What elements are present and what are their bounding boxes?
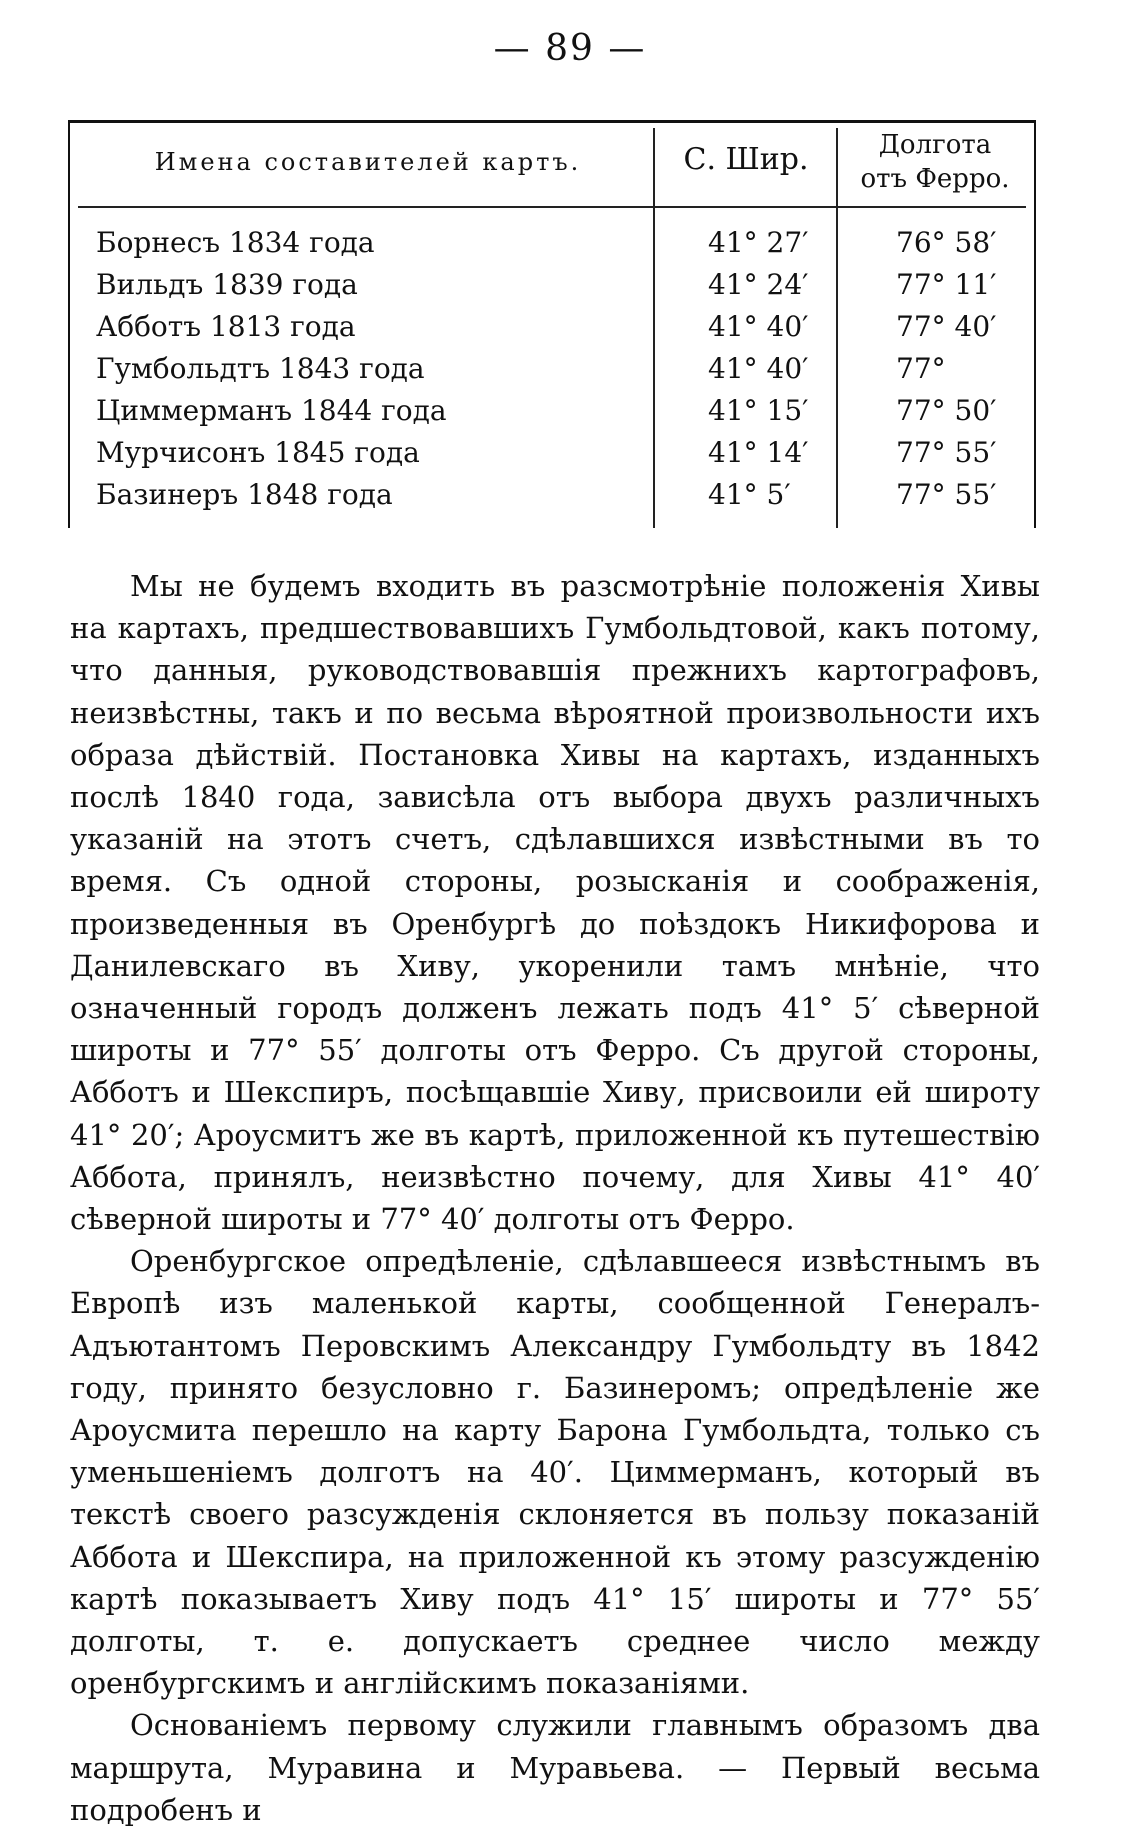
row-longitude: 77° 50′: [896, 394, 997, 427]
row-name: Гумбольдтъ 1843 года: [96, 352, 425, 385]
row-name: Базинеръ 1848 года: [96, 478, 393, 511]
row-name: Мурчисонъ 1845 года: [96, 436, 420, 469]
row-latitude: 41° 15′: [708, 394, 809, 427]
table-row: [68, 304, 1036, 346]
page-number: — 89 —: [493, 28, 647, 69]
header-longitude-line2: отъ Ферро.: [860, 164, 1010, 194]
row-latitude: 41° 40′: [708, 352, 809, 385]
row-longitude: 77°: [896, 352, 946, 385]
row-longitude: 77° 40′: [896, 310, 997, 343]
row-longitude: 77° 55′: [896, 478, 997, 511]
row-name: Борнесъ 1834 года: [96, 226, 375, 259]
body-text: [70, 565, 1040, 1831]
table-row: [68, 346, 1036, 388]
table-row: [68, 472, 1036, 514]
row-latitude: 41° 24′: [708, 268, 809, 301]
table-row: [68, 388, 1036, 430]
header-rule: [78, 206, 1026, 208]
paragraph: Оренбургское опредѣленіе, сдѣлавшееся извѣстнымъ въ Европѣ изъ маленькой карты, сообщенной Генералъ-Адъютантомъ Перовскимъ Александру Гумбольдту въ 1842 году, принято безусловно г. Базинеромъ; опредѣленіе же Ароусмита перешло на карту Барона Гумбольдта, только съ уменьшеніемъ долготъ на 40′. Циммерманъ, который въ текстѣ своего разсужденія склоняется въ пользу показаній Аббота и Шекспира, на приложенной къ этому разсужденію картѣ показываетъ Хиву подъ 41° 15′ широты и 77° 55′ долготы, т. е. допускаетъ среднее число между оренбургскимъ и англійскимъ показаніями.: [70, 1244, 1040, 1701]
table-body: [68, 220, 1036, 514]
header-longitude-line1: Долгота: [878, 130, 992, 160]
coordinates-table: [68, 120, 1036, 528]
table-row: [68, 430, 1036, 472]
row-latitude: 41° 40′: [708, 310, 809, 343]
paragraph: Мы не будемъ входить въ разсмотрѣніе положенія Хивы на картахъ, предшествовавшихъ Гумбольдтовой, какъ потому, что данныя, руководствовавшія прежнихъ картографовъ, неизвѣстны, такъ и по весьма вѣроятной произвольности ихъ образа дѣйствій. Постановка Хивы на картахъ, изданныхъ послѣ 1840 года, зависѣла отъ выбора двухъ различныхъ указаній на этотъ счетъ, сдѣлавшихся извѣстными въ то время. Съ одной стороны, розысканія и соображенія, произведенныя въ Оренбургѣ до поѣздокъ Никифорова и Данилевскаго въ Хиву, укоренили тамъ мнѣніе, что означенный городъ долженъ лежать подъ 41° 5′ сѣверной широты и 77° 55′ долготы отъ Ферро. Съ другой стороны, Абботъ и Шекспиръ, посѣщавшіе Хиву, присвоили ей широту 41° 20′; Ароусмитъ же въ картѣ, приложенной къ путешествію Аббота, принялъ, неизвѣстно почему, для Хивы 41° 40′ сѣверной широты и 77° 40′ долготы отъ Ферро.: [70, 569, 1040, 1237]
table-row: [68, 220, 1036, 262]
row-longitude: 77° 55′: [896, 436, 997, 469]
row-name: Циммерманъ 1844 года: [96, 394, 447, 427]
row-latitude: 41° 5′: [708, 478, 791, 511]
row-name: Абботъ 1813 года: [96, 310, 356, 343]
paragraph: Основаніемъ первому служили главнымъ образомъ два маршрута, Муравина и Муравьева. — Первый весьма подробенъ и: [70, 1708, 1040, 1827]
row-latitude: 41° 14′: [708, 436, 809, 469]
row-name: Вильдъ 1839 года: [96, 268, 358, 301]
header-latitude: С. Шир.: [683, 142, 809, 177]
header-names: Имена составителей картъ.: [154, 148, 582, 176]
row-longitude: 77° 11′: [896, 268, 997, 301]
row-longitude: 76° 58′: [896, 226, 997, 259]
row-latitude: 41° 27′: [708, 226, 809, 259]
table-row: [68, 262, 1036, 304]
header-longitude: [840, 128, 1030, 196]
